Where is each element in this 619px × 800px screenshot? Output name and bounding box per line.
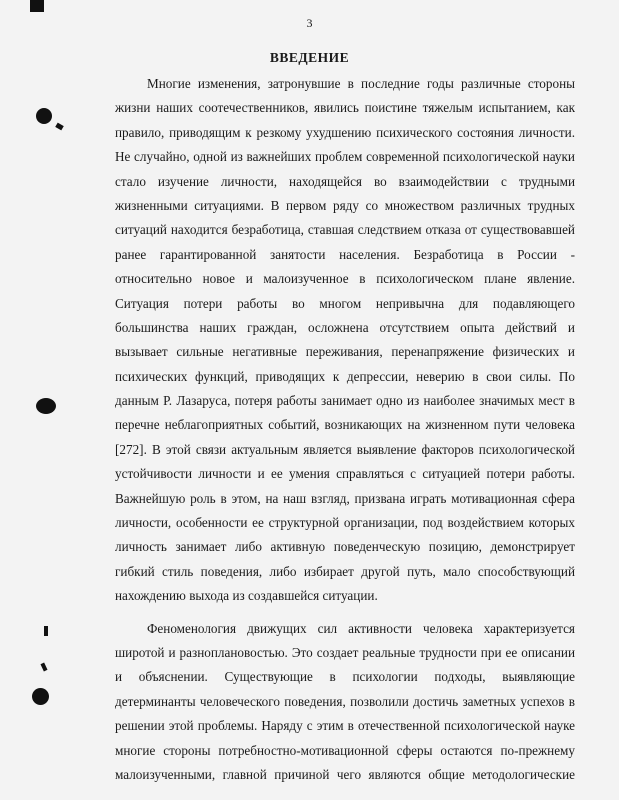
- page-title: ВВЕДЕНИЕ: [269, 50, 350, 65]
- text-line: жизненными ситуациями. В первом ряду со множеством различных трудных: [115, 197, 575, 213]
- text-line: жизни наших соотечественников, явились поистине тяжелым испытанием, как: [115, 100, 575, 116]
- text-line: ранее гарантированной занятости населения. Безработица в России -: [115, 246, 575, 262]
- scan-speck-3: [40, 663, 47, 672]
- text-line: многие стороны потребностно-мотивационной сферы остаются по-прежнему: [115, 742, 575, 758]
- body-text: [115, 72, 575, 787]
- text-line: вызывает сильные негативные переживания, перенапряжение физических и: [115, 344, 575, 360]
- text-line: стало изучение личности, находящейся во взаимодействии с трудными: [115, 173, 575, 189]
- text-line: перечне неблагоприятных событий, возникающих на жизненном пути человека: [115, 417, 575, 433]
- text-line: относительно новое и малоизученное в психологическом плане явление.: [115, 271, 575, 287]
- paragraph-1: [115, 72, 575, 609]
- text-line: детерминанты человеческого поведения, позволили достичь заметных успехов в: [115, 693, 575, 709]
- text-line: личность занимает либо активную поведенческую позицию, демонстрирует: [115, 539, 575, 555]
- text-line: данным Р. Лазаруса, потеря работы занимает одно из наиболее значимых мест в: [115, 393, 575, 409]
- hole-punch-mark-2: [36, 398, 56, 414]
- text-line: личности, особенности ее структурной организации, под воздействием которых: [115, 515, 575, 531]
- text-line: [272]. В этой связи актуальным является выявление факторов психологической: [115, 441, 575, 457]
- hole-punch-mark-1: [36, 108, 52, 124]
- hole-punch-mark-3: [32, 688, 49, 705]
- text-line: ситуаций находится безработица, ставшая следствием отказа от существовавшей: [115, 222, 575, 238]
- text-line: широтой и разноплановостью. Это создает реальные трудности при ее описании: [115, 644, 575, 660]
- scan-speck-1: [55, 123, 64, 131]
- text-line: Не случайно, одной из важнейших проблем современной психологической науки: [115, 149, 575, 165]
- text-line: Важнейшую роль в этом, на наш взгляд, призвана играть мотивационная сфера: [115, 490, 575, 506]
- text-line: большинства наших граждан, осложнена отсутствием опыта действий и: [115, 319, 575, 335]
- text-line: Многие изменения, затронувшие в последние годы различные стороны: [147, 76, 575, 91]
- scan-mark-top-left: [30, 0, 44, 12]
- text-line: и объяснении. Существующие в психологии подходы, выявляющие: [115, 669, 575, 685]
- text-line: Феноменология движущих сил активности человека характеризуется: [147, 620, 575, 636]
- paragraph-2: [115, 617, 575, 788]
- page-number: 3: [306, 16, 313, 30]
- text-line: Ситуация потери работы во многом непривычна для подавляющего: [115, 295, 575, 311]
- text-line: устойчивости личности и ее умения справляться с ситуацией потери работы.: [115, 466, 575, 482]
- text-line: решении этой проблемы. Наряду с этим в отечественной психологической науке: [115, 718, 575, 734]
- text-line: малоизученными, главной причиной чего являются общие методологические: [115, 766, 575, 782]
- text-line: психических функций, приводящих к депрессии, неверию в свои силы. По: [115, 368, 575, 384]
- scan-speck-2: [44, 626, 48, 636]
- text-line: гибкий стиль поведения, либо избирает другой путь, мало способствующий: [115, 563, 575, 579]
- text-line: нахождению выхода из создавшейся ситуации.: [115, 588, 378, 604]
- text-line: правило, приводящим к резкому ухудшению психического состояния личности.: [115, 124, 575, 140]
